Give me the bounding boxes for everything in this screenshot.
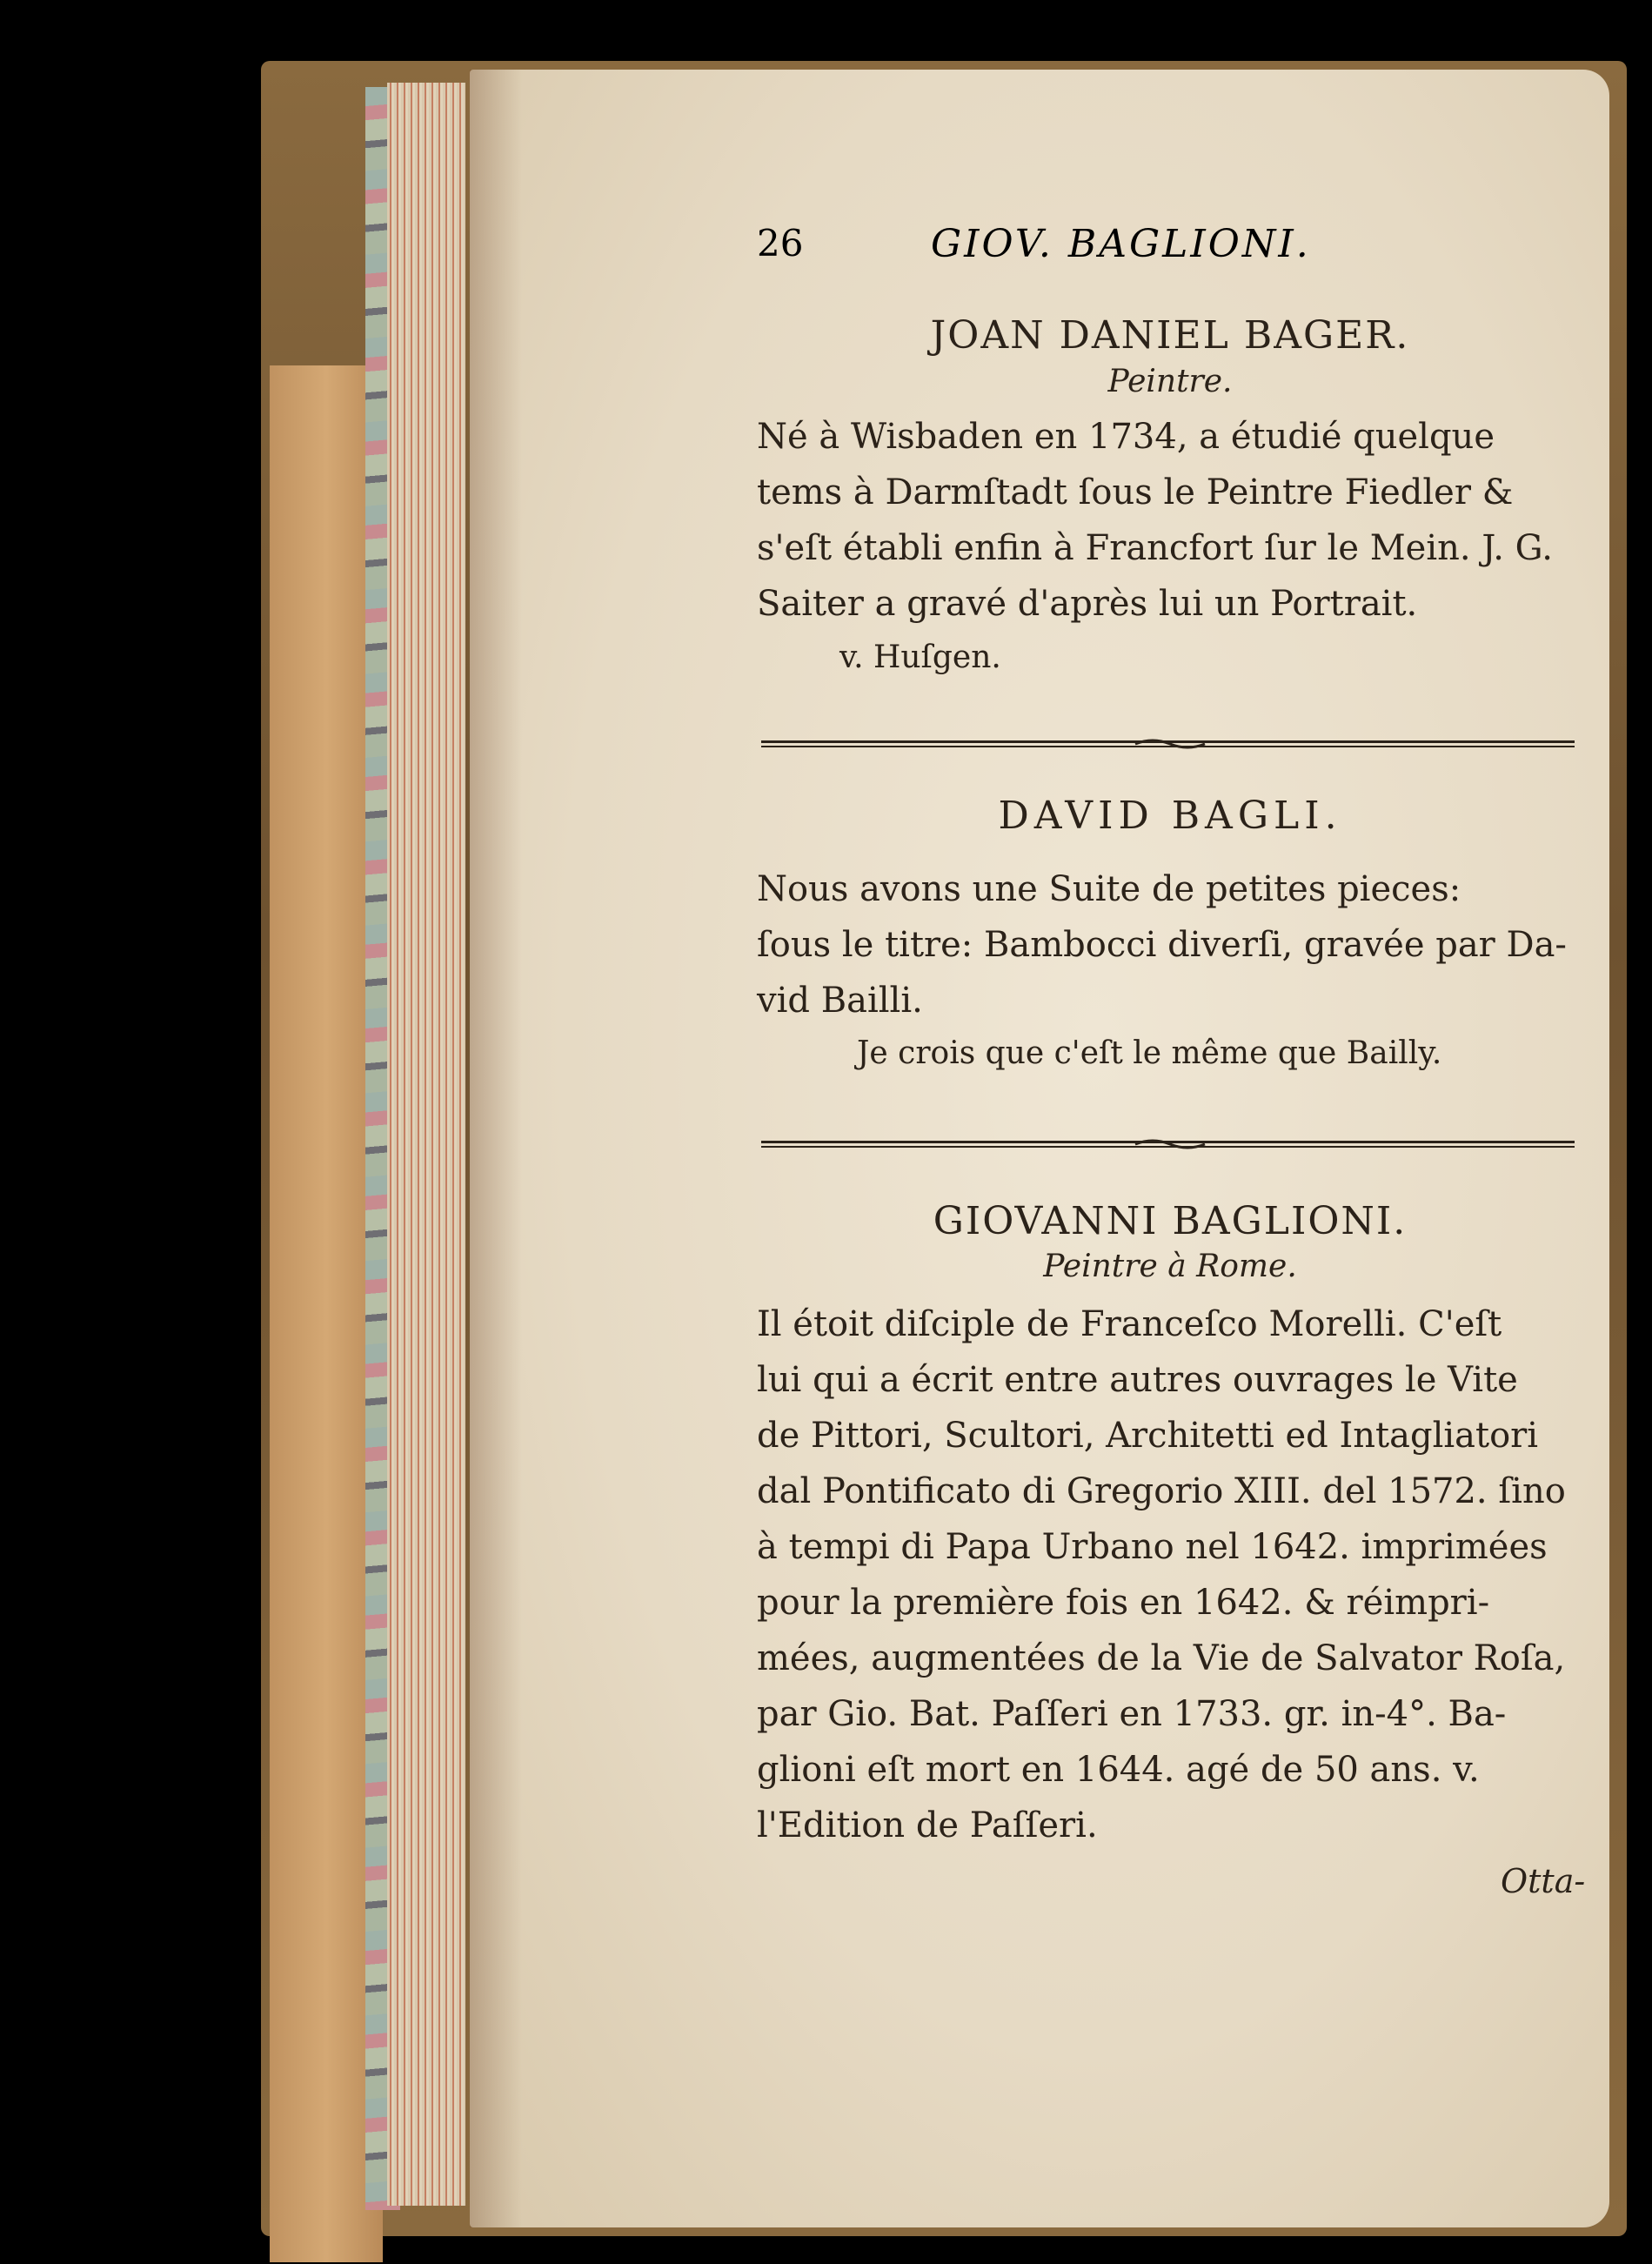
body-line: s'eſt établi enfin à Francfort ſur le Mein. J. G. <box>757 528 1553 568</box>
entry-role-bager: Peintre. <box>1107 364 1233 399</box>
entry-body-bagli <box>757 861 1583 1028</box>
body-line: Saiter a gravé d'après lui un Portrait. <box>757 584 1418 624</box>
body-line: glioni eſt mort en 1644. agé de 50 ans. v. <box>757 1750 1480 1790</box>
page-edges <box>387 83 465 2206</box>
entry-body-baglioni <box>757 1296 1583 1853</box>
entry-body-bager <box>757 409 1583 632</box>
entry-heading-bager: JOAN DANIEL BAGER. <box>930 313 1410 358</box>
page-gutter-shadow <box>470 70 522 2227</box>
entry-heading-baglioni: GIOVANNI BAGLIONI. <box>933 1199 1408 1243</box>
running-title: GIOV. BAGLIONI. <box>931 222 1311 266</box>
body-line: de Pittori, Scultori, Architetti ed Intagliatori <box>757 1416 1539 1456</box>
entry-reference-bagli: Je crois que c'eſt le même que Bailly. <box>857 1035 1442 1071</box>
body-line: dal Pontificato di Gregorio XIII. del 1572. ſino <box>757 1471 1566 1511</box>
ornamental-rule <box>761 738 1575 750</box>
running-head <box>757 222 1583 283</box>
body-line: tems à Darmſtadt ſous le Peintre Fiedler & <box>757 472 1514 512</box>
entry-heading-bagli: DAVID BAGLI. <box>998 794 1342 838</box>
body-line: à tempi di Papa Urbano nel 1642. imprimées <box>757 1527 1548 1567</box>
body-line: lui qui a écrit entre autres ouvrages le Vite <box>757 1360 1518 1400</box>
body-line: Nous avons une Suite de petites pieces: <box>757 869 1461 909</box>
body-line: par Gio. Bat. Paſſeri en 1733. gr. in-4°. Ba- <box>757 1694 1507 1734</box>
body-line: mées, augmentées de la Vie de Salvator Roſa, <box>757 1638 1566 1678</box>
body-line: vid Bailli. <box>757 981 923 1021</box>
ornamental-rule <box>761 1138 1575 1150</box>
entry-reference-bager: v. Huſgen. <box>839 640 1001 675</box>
body-line: l'Edition de Paſſeri. <box>757 1805 1098 1845</box>
body-line: ſous le titre: Bambocci diverſi, gravée par Da- <box>757 925 1567 965</box>
catchword: Otta- <box>1501 1862 1586 1900</box>
entry-role-baglioni: Peintre à Rome. <box>1043 1249 1297 1284</box>
body-line: pour la première fois en 1642. & réimpri- <box>757 1583 1490 1623</box>
body-line: Né à Wisbaden en 1734, a étudié quelque <box>757 417 1495 457</box>
page-number: 26 <box>757 222 804 265</box>
body-line: Il étoit diſciple de Franceſco Morelli. C'eſt <box>757 1304 1502 1344</box>
